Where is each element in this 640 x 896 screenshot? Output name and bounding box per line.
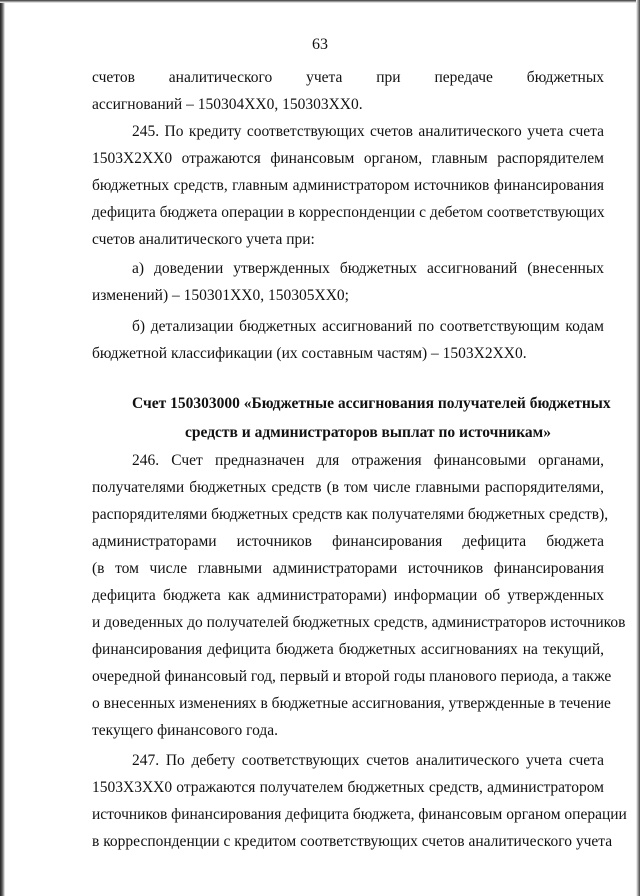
text-line: ассигнований – 150304ХХ0, 150303ХХ0. bbox=[92, 96, 363, 113]
text-line: а) доведении утвержденных бюджетных ассигнований (внесенных bbox=[132, 260, 604, 277]
text-line: распорядителями бюджетных средств как получателями бюджетных средств), bbox=[92, 506, 609, 523]
section-heading bbox=[92, 389, 611, 447]
text-line: 246. Счет предназначен для отражения финансовыми органами, bbox=[132, 452, 604, 469]
text-line: в корреспонденции с кредитом соответствующих счетов аналитического учета bbox=[92, 833, 613, 850]
text-line: источников финансирования дефицита бюджета, финансовым органом операции bbox=[92, 806, 627, 823]
document-body bbox=[92, 64, 627, 855]
text-line: о внесенных изменениях в бюджетные ассигнования, утвержденные в течение bbox=[92, 695, 611, 712]
text-line: б) детализации бюджетных ассигнований по соответствующим кодам bbox=[132, 318, 604, 335]
text-line: получателями бюджетных средств (в том числе главными распорядителями, bbox=[92, 479, 604, 496]
text-line: счетов аналитического учета при: bbox=[92, 231, 315, 248]
text-line: очередной финансовый год, первый и второй годы планового периода, а также bbox=[92, 668, 612, 685]
paragraph-246 bbox=[92, 447, 626, 744]
scan-edge-right bbox=[636, 0, 640, 896]
scan-edge-left bbox=[0, 0, 5, 896]
text-line: дефицита бюджета операции в корреспонденции с дебетом соответствующих bbox=[92, 204, 605, 221]
text-line: 245. По кредиту соответствующих счетов аналитического учета счета bbox=[132, 123, 604, 140]
text-line: счетов аналитического учета при передаче бюджетных bbox=[92, 69, 604, 86]
text-line: дефицита бюджета как администраторами) информации об утвержденных bbox=[92, 587, 604, 604]
paragraph-247 bbox=[92, 747, 627, 855]
paragraph-continuation bbox=[92, 64, 604, 118]
page-number: 63 bbox=[312, 36, 328, 53]
text-line: 247. По дебету соответствующих счетов аналитического учета счета bbox=[132, 752, 604, 769]
paragraph-245 bbox=[92, 118, 604, 253]
text-line: текущего финансового года. bbox=[92, 722, 279, 739]
text-line: бюджетных средств, главным администратором источников финансирования bbox=[92, 177, 604, 194]
heading-line: Счет 150303000 «Бюджетные ассигнования получателей бюджетных bbox=[132, 395, 611, 412]
text-line: финансирования дефицита бюджета бюджетных ассигнованиях на текущий, bbox=[92, 641, 604, 658]
text-line: 1503Х3ХХ0 отражаются получателем бюджетных средств, администратором bbox=[92, 779, 604, 796]
text-line: 1503Х2ХХ0 отражаются финансовым органом, главным распорядителем bbox=[92, 150, 604, 167]
paragraph-item-a bbox=[92, 255, 604, 309]
text-line: изменений) – 150301ХХ0, 150305ХХ0; bbox=[92, 287, 349, 304]
paragraph-item-b bbox=[92, 313, 604, 367]
text-line: (в том числе главными администраторами источников финансирования bbox=[92, 560, 604, 577]
text-line: и доведенных до получателей бюджетных средств, администраторов источников bbox=[92, 614, 626, 631]
heading-line: средств и администраторов выплат по источникам» bbox=[185, 424, 551, 441]
text-line: бюджетной классификации (их составным частям) – 1503Х2ХХ0. bbox=[92, 345, 527, 362]
text-line: администраторами источников финансирования дефицита бюджета bbox=[92, 533, 604, 550]
scan-edge-top bbox=[0, 0, 640, 3]
